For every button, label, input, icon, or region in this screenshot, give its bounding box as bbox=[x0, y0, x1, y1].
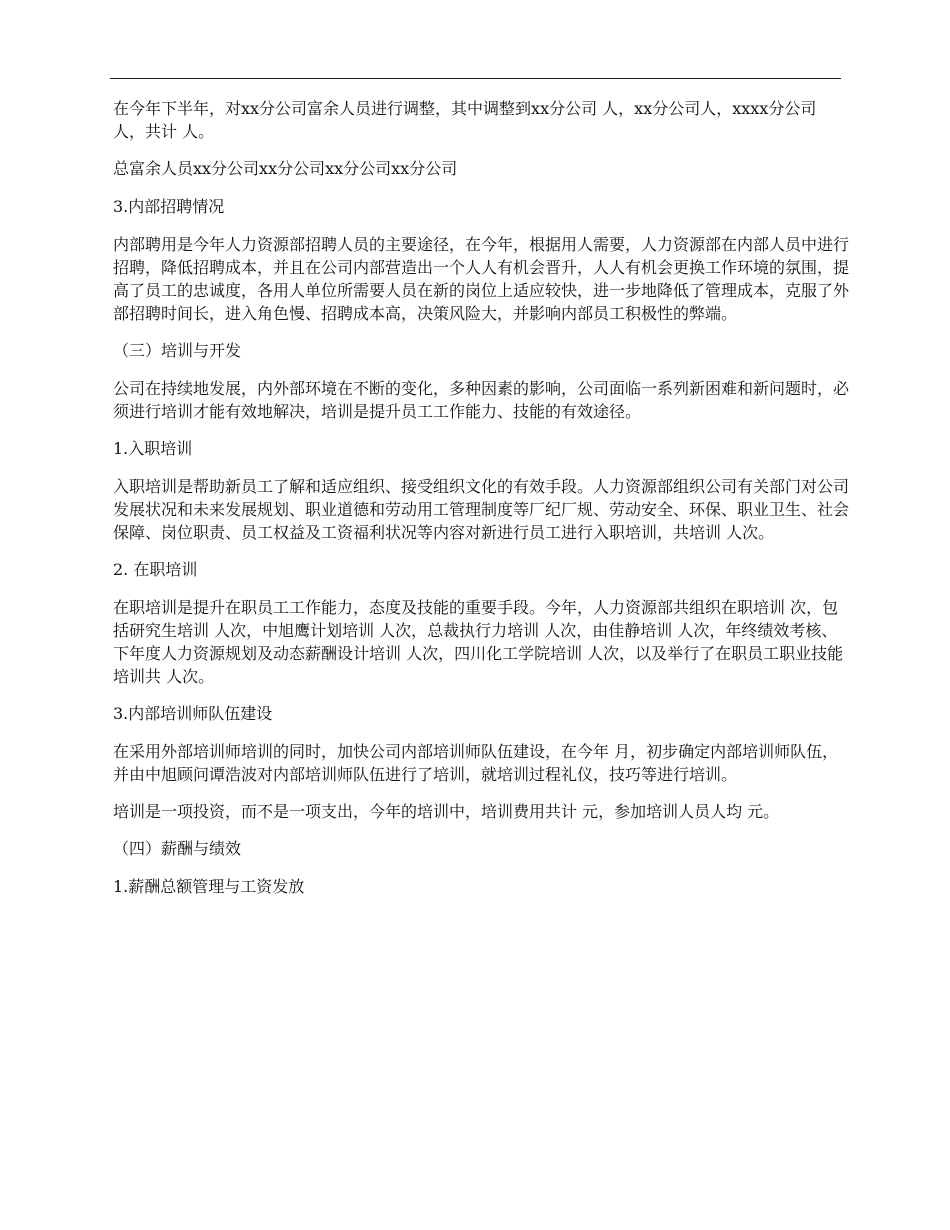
heading-compensation-performance: （四）薪酬与绩效 bbox=[113, 839, 242, 858]
paragraph-internal-trainers: 在采用外部培训师培训的同时，加快公司内部培训师队伍建设，在今年 月，初步确定内部培训师队伍，并由中旭顾问谭浩波对内部培训师队伍进行了培训，就培训过程礼仪，技巧等进行培训。 bbox=[113, 742, 839, 784]
heading-training-development: （三）培训与开发 bbox=[113, 341, 242, 360]
heading-internal-trainers: 3.内部培训师队伍建设 bbox=[113, 704, 273, 723]
paragraph-staff-adjustment: 在今年下半年，对xx分公司富余人员进行调整，其中调整到xx分公司 人，xx分公司人，xxxx分公司 人，共计 人。 bbox=[113, 99, 817, 141]
heading-on-job-training: 2. 在职培训 bbox=[113, 560, 198, 579]
paragraph-on-job-training: 在职培训是提升在职员工工作能力，态度及技能的重要手段。今年，人力资源部共组织在职培训 次，包括研究生培训 人次，中旭鹰计划培训 人次，总裁执行力培训 人次，由佳静培训 人次，年终绩效考核、下年度人力资源规划及动态薪酬设计培训 人次，四川化工学院培训 人次，以及举行了在职员工职业技能培训共 人次。 bbox=[113, 598, 844, 686]
paragraph-onboarding-training: 入职培训是帮助新员工了解和适应组织、接受组织文化的有效手段。人力资源部组织公司有关部门对公司发展状况和未来发展规划、职业道德和劳动用工管理制度等厂纪厂规、劳动安全、环保、职业卫生、社会保障、岗位职责、员工权益及工资福利状况等内容对新进行员工进行入职培训，共培训 人次。 bbox=[113, 477, 850, 542]
header-rule bbox=[110, 78, 841, 79]
paragraph-training-investment: 培训是一项投资，而不是一项支出，今年的培训中，培训费用共计 元，参加培训人员人均 元。 bbox=[113, 802, 780, 821]
heading-onboarding-training: 1.入职培训 bbox=[113, 439, 193, 458]
paragraph-internal-recruitment: 内部聘用是今年人力资源部招聘人员的主要途径，在今年，根据用人需要，人力资源部在内部人员中进行招聘，降低招聘成本，并且在公司内部营造出一个人人有机会晋升，人人有机会更换工作环境的氛围，提高了员工的忠诚度，各用人单位所需要人员在新的岗位上适应较快，进一步地降低了管理成本，克服了外部招聘时间长，进入角色慢、招聘成本高，决策风险大，并影响内部员工积极性的弊端。 bbox=[113, 235, 850, 323]
document-body bbox=[113, 97, 849, 913]
paragraph-training-development: 公司在持续地发展，内外部环境在不断的变化，多种因素的影响，公司面临一系列新困难和新问题时，必须进行培训才能有效地解决，培训是提升员工工作能力、技能的有效途径。 bbox=[113, 379, 850, 421]
heading-internal-recruitment: 3.内部招聘情况 bbox=[113, 197, 225, 216]
heading-payroll-management: 1.薪酬总额管理与工资发放 bbox=[113, 877, 305, 896]
paragraph-surplus-staff: 总富余人员xx分公司xx分公司xx分公司xx分公司 bbox=[113, 159, 458, 178]
